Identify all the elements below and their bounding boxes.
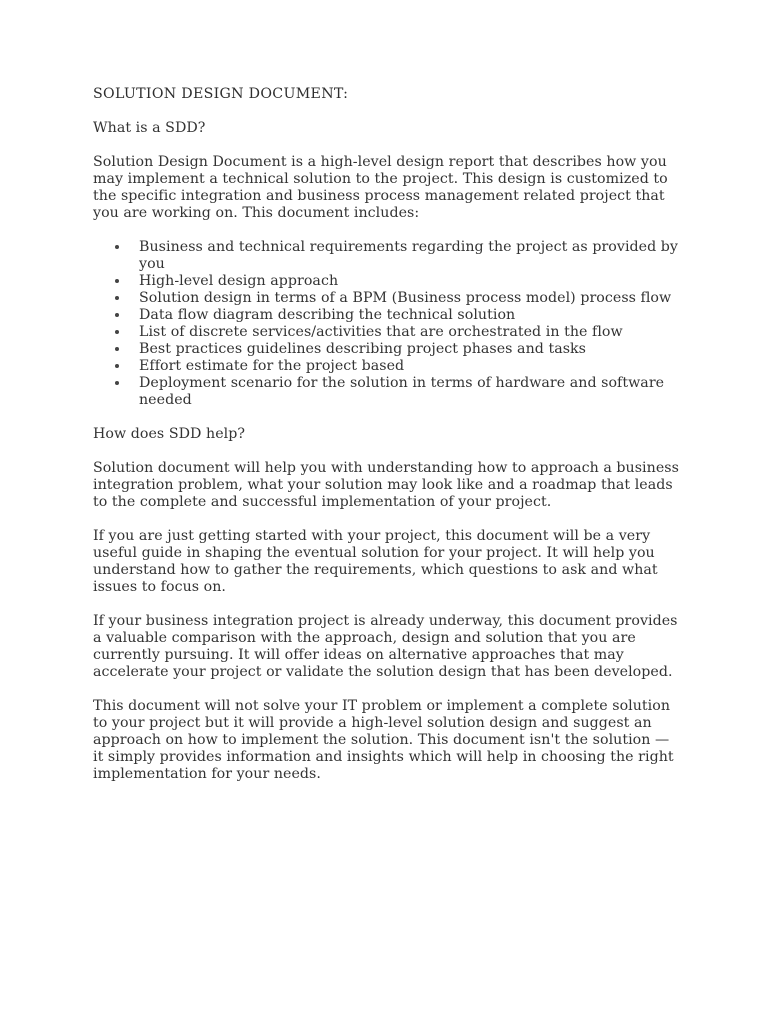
list-item-text: Best practices guidelines describing project phases and tasks (139, 341, 587, 357)
question-how-sdd-helps: How does SDD help? (93, 426, 246, 442)
bullet-icon (115, 279, 119, 283)
list-item-text: Effort estimate for the project based (139, 358, 405, 374)
body-paragraph-2: If you are just getting started with your project, this document will be a very useful guide in shaping the eventual solution for your project. It will help you understand how to gather the requirements, which questions to ask and what issues to focus on. (93, 528, 658, 595)
question-what-is-sdd: What is a SDD? (93, 120, 206, 136)
list-item (93, 375, 683, 409)
document-title: SOLUTION DESIGN DOCUMENT: (93, 86, 349, 102)
list-item-text: Business and technical requirements regarding the project as provided by you (139, 239, 678, 272)
list-item-text: Data flow diagram describing the technical solution (139, 307, 516, 323)
bullet-icon (115, 364, 119, 368)
list-item-text: Solution design in terms of a BPM (Business process model) process flow (139, 290, 672, 306)
body-paragraph-4: This document will not solve your IT problem or implement a complete solution to your project but it will provide a high-level solution design and suggest an approach on how to implement the solution. This document isn't the solution — it simply provides information and insights which will help in choosing the right implementation for your needs. (93, 698, 674, 782)
body-paragraph-3: If your business integration project is already underway, this document provides a valuable comparison with the approach, design and solution that you are currently pursuing. It will offer ideas on alternative approaches that may accelerate your project or validate the solution design that has been developed. (93, 613, 678, 680)
intro-paragraph: Solution Design Document is a high-level design report that describes how you may implement a technical solution to the project. This design is customized to the specific integration and business process management related project that you are working on. This document includes: (93, 154, 668, 221)
list-item-text: List of discrete services/activities that are orchestrated in the flow (139, 324, 623, 340)
list-item (93, 273, 683, 290)
list-item (93, 324, 683, 341)
list-item (93, 341, 683, 358)
list-item (93, 307, 683, 324)
list-item (93, 358, 683, 375)
bullet-icon (115, 245, 119, 249)
bullet-icon (115, 313, 119, 317)
document-page (93, 86, 683, 800)
list-item (93, 290, 683, 307)
list-item-text: High-level design approach (139, 273, 339, 289)
list-item (93, 239, 683, 273)
body-paragraph-1: Solution document will help you with understanding how to approach a business integration problem, what your solution may look like and a roadmap that leads to the complete and successful implementation of your project. (93, 460, 679, 510)
list-item-text: Deployment scenario for the solution in terms of hardware and software needed (139, 375, 665, 408)
bullet-icon (115, 330, 119, 334)
includes-list (93, 239, 683, 409)
bullet-icon (115, 381, 119, 385)
bullet-icon (115, 296, 119, 300)
bullet-icon (115, 347, 119, 351)
